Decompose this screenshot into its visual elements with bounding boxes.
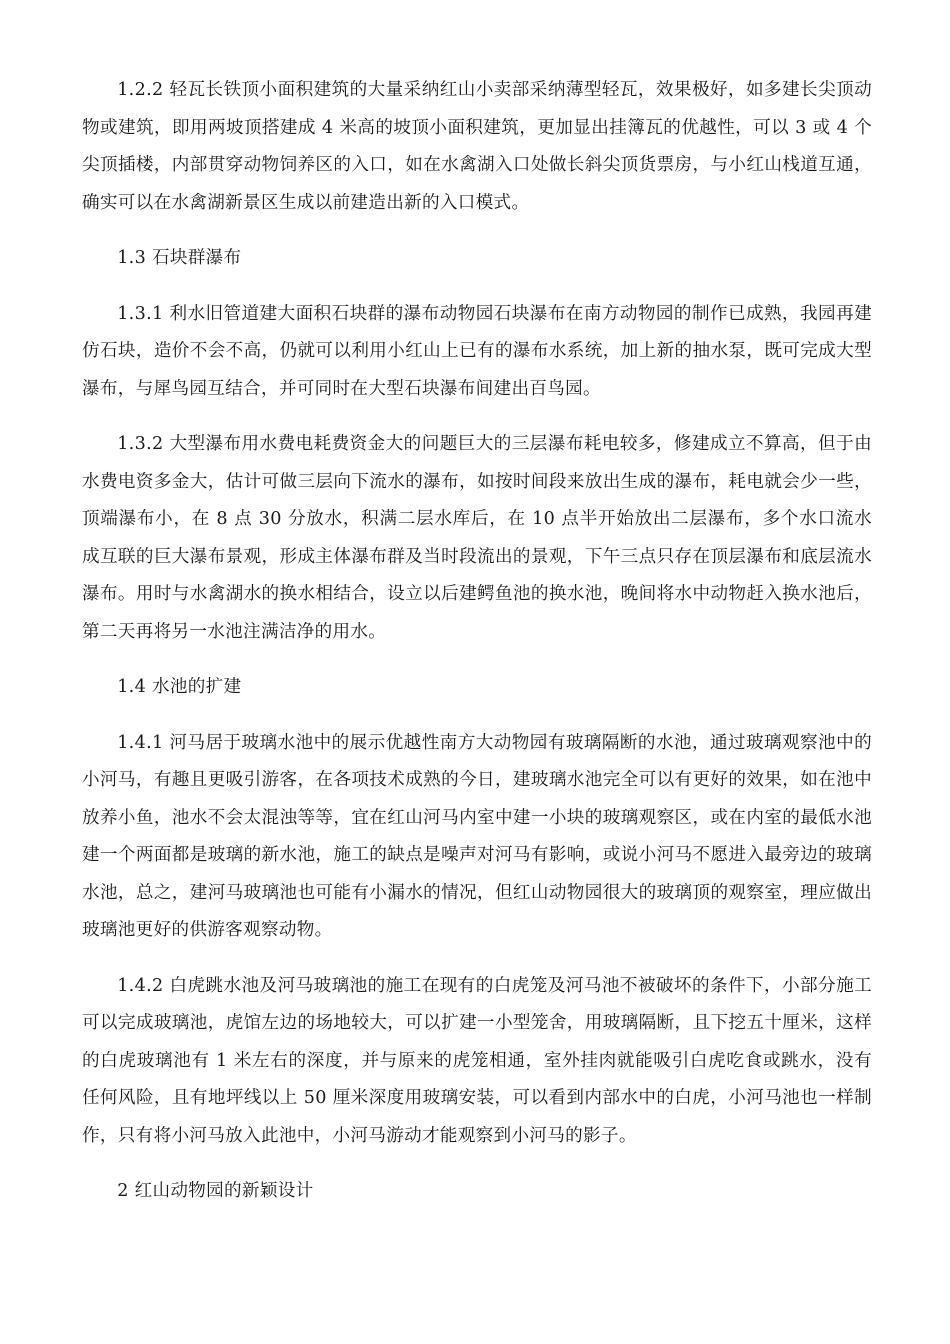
section-heading-1-4: 1.4 水池的扩建 bbox=[117, 677, 242, 697]
document-page bbox=[82, 72, 872, 1229]
section-heading-1-3: 1.3 石块群瀑布 bbox=[117, 248, 242, 268]
paragraph-1-3-1: 1.3.1 利水旧管道建大面积石块群的瀑布动物园石块瀑布在南方动物园的制作已成熟，我园再建仿石块，造价不会不高，仍就可以利用小红山上已有的瀑布水系统，加上新的抽水泵，既可完成大型瀑布，与犀鸟园互结合，并可同时在大型石块瀑布间建出百鸟园。 bbox=[82, 303, 872, 399]
paragraph-1-4-2: 1.4.2 白虎跳水池及河马玻璃池的施工在现有的白虎笼及河马池不被破坏的条件下，小部分施工可以完成玻璃池，虎馆左边的场地较大，可以扩建一小型笼舍，用玻璃隔断，且下挖五十厘米，这样的白虎玻璃池有 1 米左右的深度，并与原来的虎笼相通，室外挂肉就能吸引白虎吃食或跳水，没有任何风险，且有地坪线以上 50 厘米深度用玻璃安装，可以看到内部水中的白虎，小河马池也一样制作，只有将小河马放入此池中，小河马游动才能观察到小河马的影子。 bbox=[82, 975, 872, 1146]
paragraph-1-4-1: 1.4.1 河马居于玻璃水池中的展示优越性南方大动物园有玻璃隔断的水池，通过玻璃观察池中的小河马，有趣且更吸引游客，在各项技术成熟的今日，建玻璃水池完全可以有更好的效果，如在池中放养小鱼，池水不会太混浊等等，宜在红山河马内室中建一小块的玻璃观察区，或在内室的最低水池建一个两面都是玻璃的新水池，施工的缺点是噪声对河马有影响，或说小河马不愿进入最旁边的玻璃水池，总之，建河马玻璃池也可能有小漏水的情况，但红山动物园很大的玻璃顶的观察室，理应做出玻璃池更好的供游客观察动物。 bbox=[82, 732, 872, 940]
section-heading-2: 2 红山动物园的新颖设计 bbox=[117, 1181, 314, 1201]
paragraph-1-2-2: 1.2.2 轻瓦长铁顶小面积建筑的大量采纳红山小卖部采纳薄型轻瓦，效果极好，如多建长尖顶动物或建筑，即用两坡顶搭建成 4 米高的坡顶小面积建筑，更加显出挂簿瓦的优越性，可以 3 或 4 个尖顶插楼，内部贯穿动物饲养区的入口，如在水禽湖入口处做长斜尖顶货票房，与小红山栈道互通，确实可以在水禽湖新景区生成以前建造出新的入口模式。 bbox=[82, 80, 872, 213]
paragraph-1-3-2: 1.3.2 大型瀑布用水费电耗费资金大的问题巨大的三层瀑布耗电较多，修建成立不算高，但于由水费电资多金大，估计可做三层向下流水的瀑布，如按时间段来放出生成的瀑布，耗电就会少一些，顶端瀑布小，在 8 点 30 分放水，积满二层水库后，在 10 点半开始放出二层瀑布，多个水口流水成互联的巨大瀑布景观，形成主体瀑布群及当时段流出的景观，下午三点只存在顶层瀑布和底层流水瀑布。用时与水禽湖水的换水相结合，设立以后建鳄鱼池的换水池，晚间将水中动物赶入换水池后，第二天再将另一水池注满洁净的用水。 bbox=[82, 434, 872, 642]
